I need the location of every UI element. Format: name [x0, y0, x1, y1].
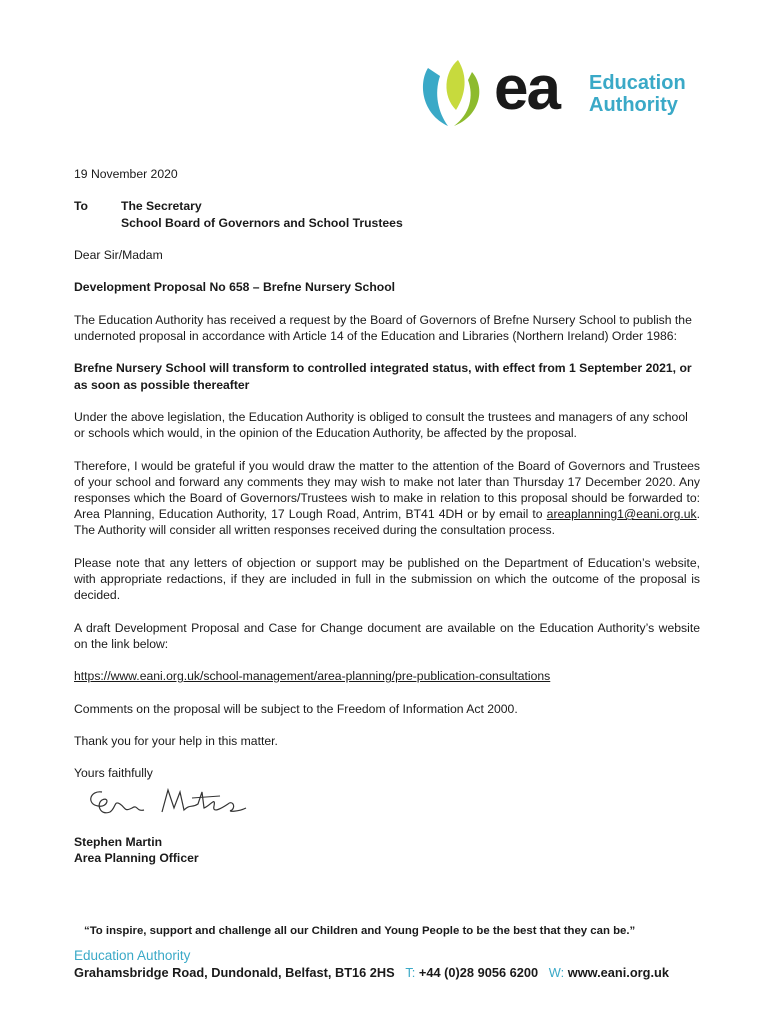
- paragraph-foi: Comments on the proposal will be subject to the Freedom of Information Act 2000.: [74, 701, 518, 716]
- paragraph-draft-documents: A draft Development Proposal and Case for Change document are available on the Education Authority’s website on the link below:: [74, 620, 700, 651]
- footer-web-label: W:: [548, 965, 565, 980]
- paragraph-publication: Please note that any letters of objection or support may be published on the Department of Education’s website, with appropriate redactions, if they are included in full in the submission on which the outcome of the proposal is decided.: [74, 555, 700, 603]
- subject-line: Development Proposal No 658 – Brefne Nursery School: [74, 280, 396, 295]
- recipient-line-2: School Board of Governors and School Trustees: [121, 215, 403, 230]
- ea-leaf-mark-icon: [414, 54, 490, 130]
- proposal-statement: Brefne Nursery School will transform to controlled integrated status, with effect from 1 September 2021, or as soon as possible thereafter: [74, 361, 692, 392]
- to-label: To: [74, 199, 88, 214]
- logo-ea-mark: ea: [494, 54, 559, 123]
- footer-contact-line: [74, 965, 669, 980]
- letter-date: 19 November 2020: [74, 167, 178, 181]
- response-text-after: . The Authority will consider all written responses received during the consultation process.: [74, 507, 700, 538]
- footer-tel-label: T:: [405, 965, 416, 980]
- handwritten-signature: [80, 782, 700, 828]
- footer-telephone: +44 (0)28 9056 6200: [418, 965, 539, 980]
- recipient-block: [74, 198, 700, 230]
- paragraph-thanks: Thank you for your help in this matter.: [74, 733, 278, 748]
- signer-title: Area Planning Officer: [74, 850, 199, 865]
- signature-scribble-icon: [80, 782, 250, 826]
- signer-name: Stephen Martin: [74, 834, 163, 849]
- response-text-before: Therefore, I would be grateful if you would draw the matter to the attention of the Board of Governors and Trustees of your school and forward any comments they may wish to make not later than Thursday 17 December 2020. Any responses which the Board of Governors/Trustees wish to make in relation to this proposal should be forwarded to: Area Planning, Education Authority, 17 Lough Road, Antrim, BT41 4DH or by email to: [74, 458, 700, 522]
- letter-body: [74, 166, 700, 866]
- footer-website[interactable]: www.eani.org.uk: [567, 965, 669, 980]
- paragraph-request: The Education Authority has received a request by the Board of Governors of Brefne Nursery School to publish the undernoted proposal in accordance with Article 14 of the Education and Libraries (Northern Ireland) Order 1986:: [74, 312, 692, 343]
- recipient-line-1: The Secretary: [121, 199, 202, 214]
- salutation: Dear Sir/Madam: [74, 247, 163, 262]
- paragraph-response: [74, 458, 700, 539]
- logo-line-authority: Authority: [589, 94, 678, 116]
- footer-address: Grahamsbridge Road, Dundonald, Belfast, BT16 2HS: [74, 965, 395, 980]
- footer-quote: “To inspire, support and challenge all our Children and Young People to be the best that they can be.”: [84, 925, 636, 937]
- logo-wordmark: [589, 72, 686, 116]
- paragraph-legislation: Under the above legislation, the Education Authority is obliged to consult the trustees and managers of any school or schools which would, in the opinion of the Education Authority, be affected by the proposal.: [74, 409, 688, 441]
- logo-line-education: Education: [589, 72, 686, 94]
- closing: Yours faithfully: [74, 766, 153, 781]
- education-authority-logo: [414, 54, 704, 130]
- footer-organisation: Education Authority: [74, 948, 191, 963]
- email-link[interactable]: areaplanning1@eani.org.uk: [546, 507, 697, 522]
- consultation-url-link[interactable]: https://www.eani.org.uk/school-management/area-planning/pre-publication-consultations: [74, 669, 551, 684]
- recipient-lines: [121, 198, 403, 230]
